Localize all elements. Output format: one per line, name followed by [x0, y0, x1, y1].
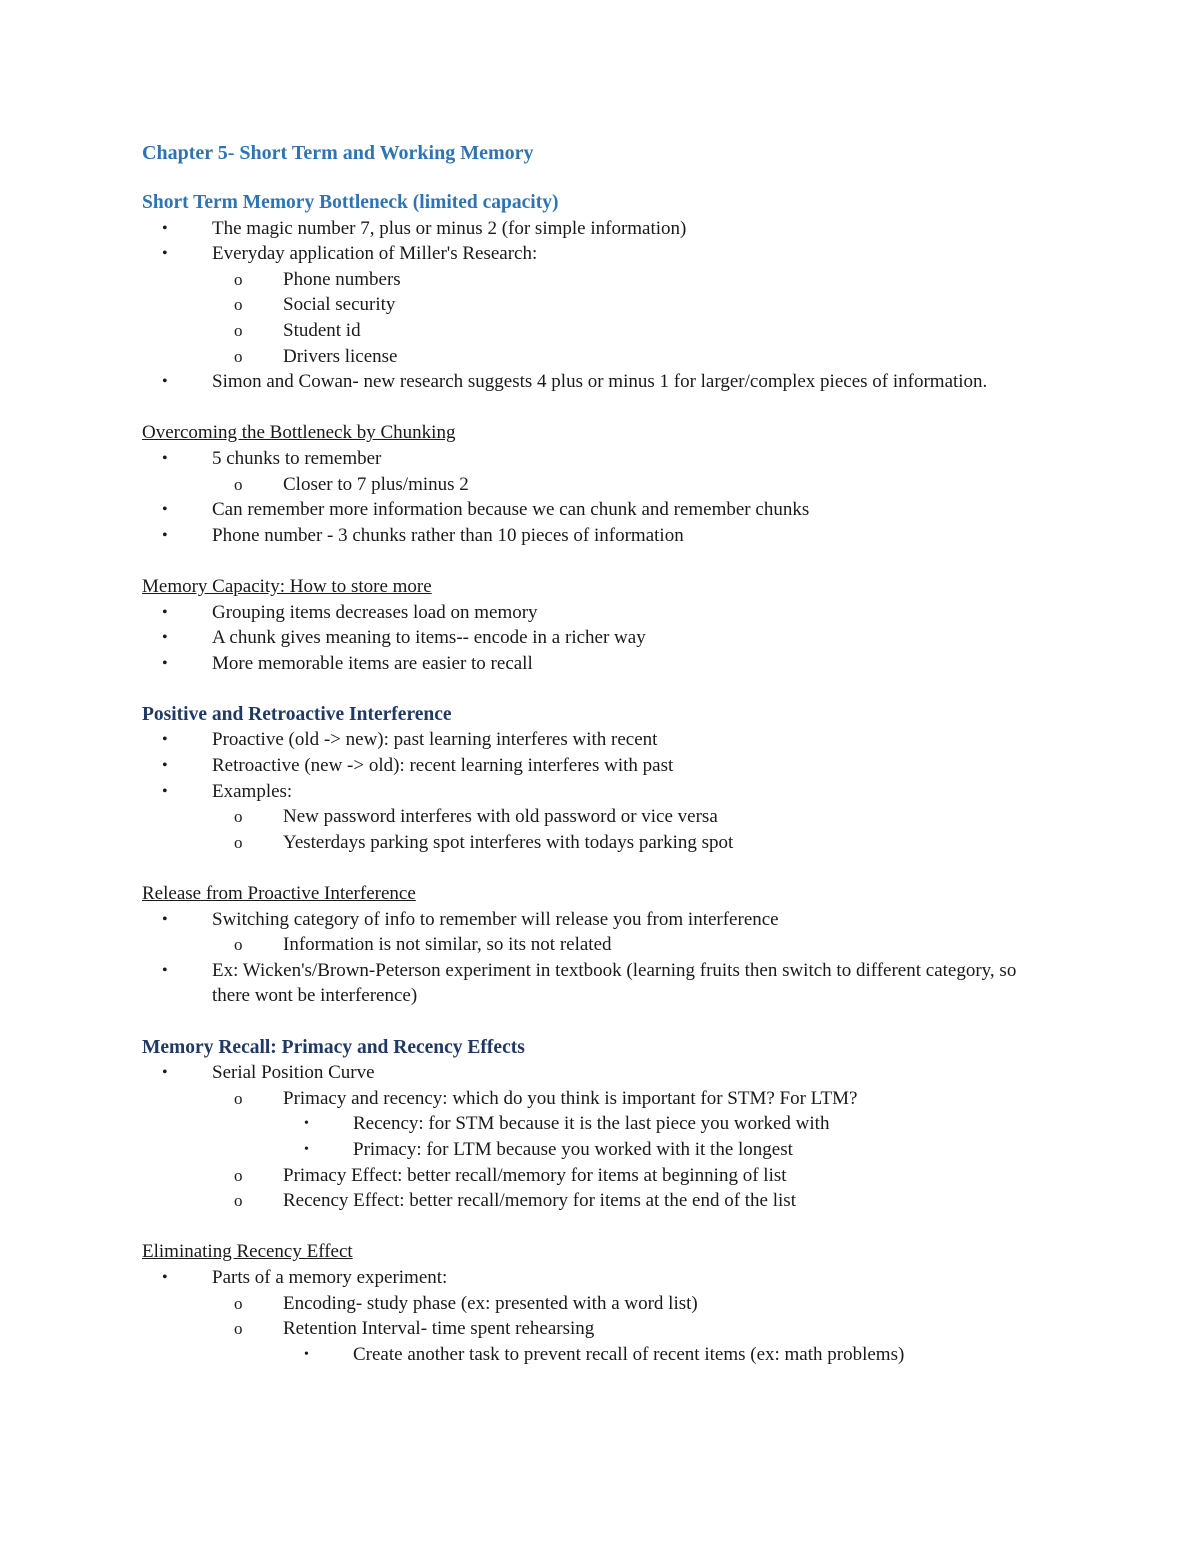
list-item: • More memorable items are easier to recall	[142, 651, 1042, 677]
list-item: • The magic number 7, plus or minus 2 (for simple information)	[142, 216, 1042, 242]
spacer	[142, 676, 1042, 702]
list-item: • Proactive (old -> new): past learning interferes with recent	[142, 727, 1042, 753]
circle-bullet-icon: o	[234, 295, 243, 315]
document-body	[142, 138, 1042, 1367]
spacer	[142, 395, 1042, 421]
small-bullet-icon: •	[304, 1141, 309, 1157]
circle-bullet-icon: o	[234, 807, 243, 827]
spacer	[142, 548, 1042, 574]
spacer	[142, 855, 1042, 881]
bullet-icon: •	[162, 1268, 168, 1286]
circle-bullet-icon: o	[234, 1293, 243, 1313]
circle-bullet-icon: o	[234, 474, 243, 494]
section-heading-eliminating: Eliminating Recency Effect	[142, 1241, 353, 1263]
list-item: • Parts of a memory experiment:	[142, 1265, 1042, 1291]
section-heading-interference: Positive and Retroactive Interference	[142, 703, 452, 725]
sub-list-item: o Yesterdays parking spot interferes with todays parking spot	[142, 830, 1042, 856]
bullet-icon: •	[162, 654, 168, 672]
spacer	[142, 1214, 1042, 1240]
list-item: • Serial Position Curve	[142, 1060, 1042, 1086]
sub-sub-list-item: • Recency: for STM because it is the last piece you worked with	[142, 1111, 1042, 1137]
bullet-icon: •	[162, 219, 168, 237]
section-heading-release: Release from Proactive Interference	[142, 883, 416, 905]
sub-list-item: o Recency Effect: better recall/memory for items at the end of the list	[142, 1188, 1042, 1214]
sub-list-item: o Retention Interval- time spent rehearsing	[142, 1316, 1042, 1342]
bullet-icon: •	[162, 526, 168, 544]
list-item: • Simon and Cowan- new research suggests 4 plus or minus 1 for larger/complex pieces of information.	[142, 369, 1042, 395]
sub-list-item: o Student id	[142, 318, 1042, 344]
circle-bullet-icon: o	[234, 1191, 243, 1211]
bullet-icon: •	[162, 782, 168, 800]
section-heading-capacity: Memory Capacity: How to store more	[142, 575, 432, 597]
circle-bullet-icon: o	[234, 832, 243, 852]
sub-list-item: o Information is not similar, so its not related	[142, 932, 1042, 958]
bullet-icon: •	[162, 373, 168, 391]
list-item: • Retroactive (new -> old): recent learning interferes with past	[142, 753, 1042, 779]
sub-sub-list-item: • Create another task to prevent recall of recent items (ex: math problems)	[142, 1342, 1042, 1368]
circle-bullet-icon: o	[234, 346, 243, 366]
small-bullet-icon: •	[304, 1346, 309, 1362]
list-item: • Everyday application of Miller's Research:	[142, 241, 1042, 267]
section-heading-chunking: Overcoming the Bottleneck by Chunking	[142, 422, 456, 444]
bullet-icon: •	[162, 629, 168, 647]
list-item: • A chunk gives meaning to items-- encode in a richer way	[142, 625, 1042, 651]
circle-bullet-icon: o	[234, 1165, 243, 1185]
sub-list-item: o Drivers license	[142, 344, 1042, 370]
circle-bullet-icon: o	[234, 1319, 243, 1339]
bullet-icon: •	[162, 961, 168, 979]
spacer	[142, 1009, 1042, 1035]
sub-list-item: o New password interferes with old password or vice versa	[142, 804, 1042, 830]
circle-bullet-icon: o	[234, 1088, 243, 1108]
list-item: • Phone number - 3 chunks rather than 10 pieces of information	[142, 523, 1042, 549]
list-item: • Can remember more information because we can chunk and remember chunks	[142, 497, 1042, 523]
bullet-icon: •	[162, 501, 168, 519]
sub-list-item: o Social security	[142, 292, 1042, 318]
list-item: • Grouping items decreases load on memory	[142, 600, 1042, 626]
list-item: • Ex: Wicken's/Brown-Peterson experiment in textbook (learning fruits then switch to different category, so there wont be interference)	[162, 959, 1017, 1007]
bullet-icon: •	[162, 603, 168, 621]
section-heading-recall: Memory Recall: Primacy and Recency Effects	[142, 1036, 525, 1058]
page-title: Chapter 5- Short Term and Working Memory	[142, 142, 534, 164]
bullet-icon: •	[162, 245, 168, 263]
sub-list-item: o Phone numbers	[142, 267, 1042, 293]
sub-list-item: o Encoding- study phase (ex: presented with a word list)	[142, 1291, 1042, 1317]
small-bullet-icon: •	[304, 1116, 309, 1132]
section-heading-bottleneck: Short Term Memory Bottleneck (limited capacity)	[142, 192, 559, 213]
list-item: • Examples:	[142, 779, 1042, 805]
list-item: • Switching category of info to remember will release you from interference	[142, 907, 1042, 933]
bullet-icon: •	[162, 757, 168, 775]
bullet-icon: •	[162, 731, 168, 749]
sub-list-item: o Primacy Effect: better recall/memory for items at beginning of list	[142, 1163, 1042, 1189]
list-item: • 5 chunks to remember	[142, 446, 1042, 472]
circle-bullet-icon: o	[234, 320, 243, 340]
circle-bullet-icon: o	[234, 935, 243, 955]
bullet-icon: •	[162, 449, 168, 467]
circle-bullet-icon: o	[234, 269, 243, 289]
bullet-icon: •	[162, 910, 168, 928]
sub-sub-list-item: • Primacy: for LTM because you worked with it the longest	[142, 1137, 1042, 1163]
sub-list-item: o Closer to 7 plus/minus 2	[142, 472, 1042, 498]
bullet-icon: •	[162, 1064, 168, 1082]
sub-list-item: o Primacy and recency: which do you think is important for STM? For LTM?	[142, 1086, 1042, 1112]
